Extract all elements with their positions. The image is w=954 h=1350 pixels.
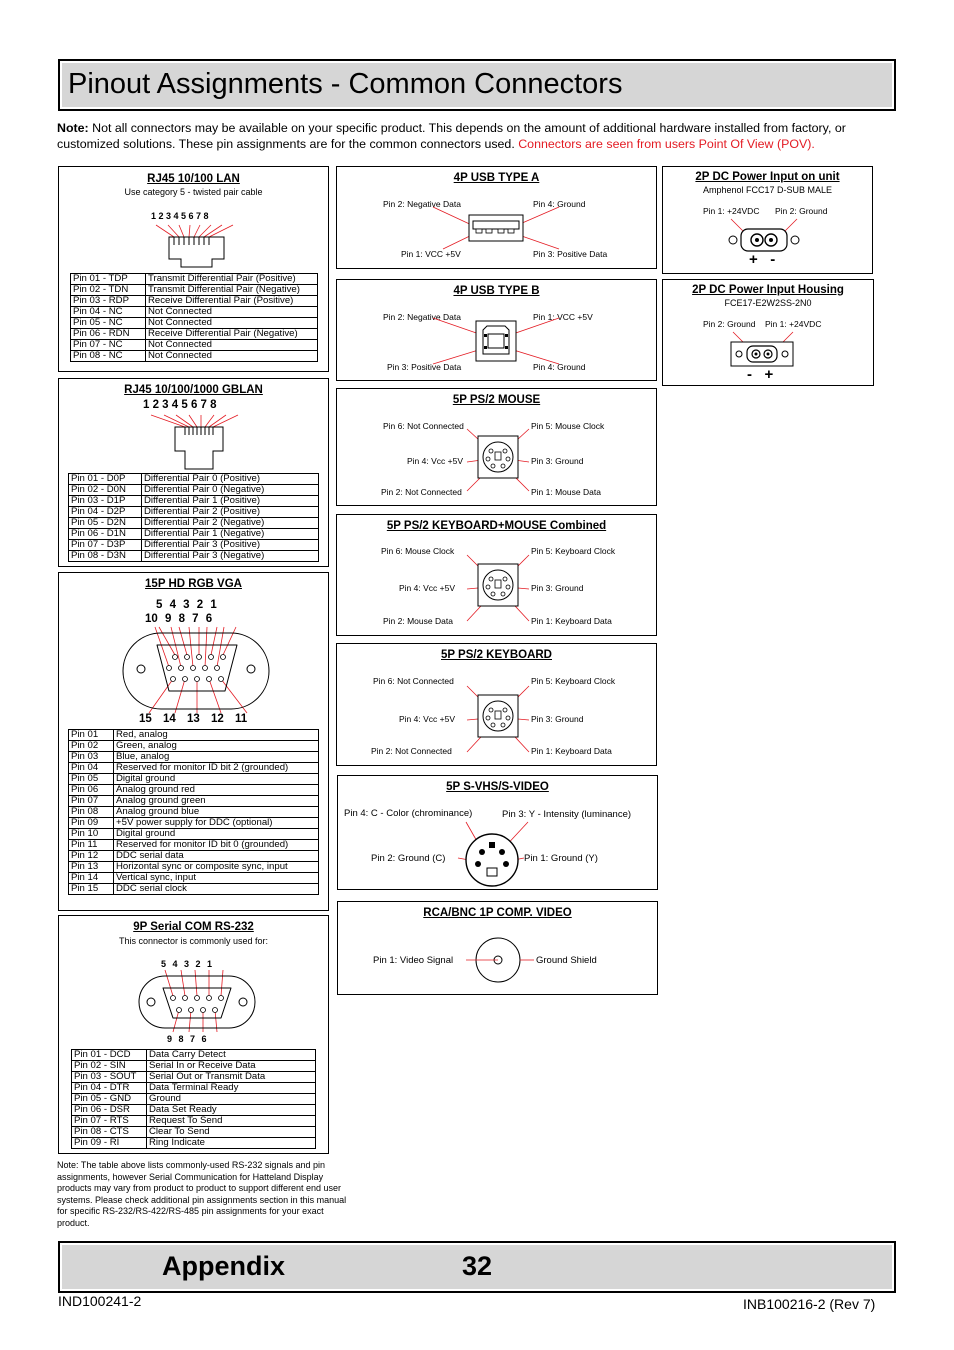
dc-unit-pin1: Pin 1: +24VDC	[703, 206, 760, 216]
pin-description-cell: Serial Out or Transmit Data	[147, 1072, 316, 1083]
pin-description-cell: Differential Pair 1 (Negative)	[142, 529, 319, 540]
serial-bottom-numbers: 9 8 7 6	[167, 1034, 207, 1044]
pin-id-cell: Pin 05 - GND	[72, 1094, 147, 1105]
ps2-combined-title: 5P PS/2 KEYBOARD+MOUSE Combined	[386, 520, 607, 532]
pin-id-cell: Pin 04 - D2P	[69, 507, 142, 518]
pin-id-cell: Pin 09 - RI	[72, 1138, 147, 1149]
pin-description-cell: Clear To Send	[147, 1127, 316, 1138]
footer-page-number: 32	[462, 1251, 493, 1281]
serial-top-numbers: 5 4 3 2 1	[161, 959, 213, 969]
pin-id-cell: Pin 01 - D0P	[69, 474, 142, 485]
ps2-keyboard-pin1: Pin 1: Keyboard Data	[531, 746, 612, 756]
table-row	[71, 307, 318, 318]
pin-id-cell: Pin 12	[69, 851, 114, 862]
usb-a-pin4: Pin 4: Ground	[533, 199, 586, 209]
pin-description-cell: Ring Indicate	[147, 1138, 316, 1149]
pin-id-cell: Pin 04	[69, 763, 114, 774]
ps2-keyboard-icon	[477, 694, 519, 738]
pin-description-cell: Differential Pair 0 (Negative)	[142, 485, 319, 496]
table-row	[69, 873, 319, 884]
rj45-gblan-panel	[58, 378, 329, 567]
rj45-gblan-icon	[149, 413, 249, 471]
table-row	[71, 351, 318, 362]
pin-id-cell: Pin 02	[69, 741, 114, 752]
table-row	[69, 474, 319, 485]
pin-id-cell: Pin 03 - D1P	[69, 496, 142, 507]
table-row	[69, 496, 319, 507]
table-row	[69, 785, 319, 796]
ps2-mouse-pin2: Pin 2: Not Connected	[381, 487, 462, 497]
pin-id-cell: Pin 03	[69, 752, 114, 763]
ps2-keyboard-pin2: Pin 2: Not Connected	[371, 746, 452, 756]
pin-description-cell: Blue, analog	[114, 752, 319, 763]
dc-housing-panel	[662, 279, 874, 386]
table-row	[72, 1127, 316, 1138]
pin-id-cell: Pin 04 - DTR	[72, 1083, 147, 1094]
svideo-pin4: Pin 4: C - Color (chrominance)	[344, 808, 473, 819]
serial-panel	[58, 915, 329, 1154]
pin-description-cell: DDC serial data	[114, 851, 319, 862]
table-row	[72, 1116, 316, 1127]
table-row	[69, 730, 319, 741]
pin-description-cell: Request To Send	[147, 1116, 316, 1127]
note-label: Note:	[57, 121, 89, 135]
ps2-combined-pin4: Pin 4: Vcc +5V	[399, 583, 455, 593]
page-title: Pinout Assignments - Common Connectors	[68, 68, 623, 100]
usb-b-pin3: Pin 3: Positive Data	[387, 362, 462, 372]
usb-b-icon	[473, 318, 519, 364]
pin-description-cell: Transmit Differential Pair (Negative)	[146, 285, 318, 296]
svideo-pin2: Pin 2: Ground (C)	[371, 853, 446, 864]
usb-a-panel	[336, 166, 657, 269]
table-row	[69, 741, 319, 752]
rj45-lan-subtitle: Use category 5 - twisted pair cable	[124, 187, 263, 197]
pin-id-cell: Pin 03 - SOUT	[72, 1072, 147, 1083]
rj45-lan-panel	[58, 166, 329, 372]
table-row	[71, 285, 318, 296]
table-row	[71, 340, 318, 351]
ps2-keyboard-title: 5P PS/2 KEYBOARD	[441, 649, 552, 661]
dc-housing-pin1: Pin 1: +24VDC	[765, 319, 822, 329]
pin-description-cell: Differential Pair 0 (Positive)	[142, 474, 319, 485]
table-row	[69, 507, 319, 518]
pin-id-cell: Pin 07 - RTS	[72, 1116, 147, 1127]
rca-panel	[337, 901, 658, 995]
table-row	[69, 884, 319, 895]
footer-section: Appendix	[162, 1251, 286, 1281]
pin-description-cell: Transmit Differential Pair (Positive)	[146, 274, 318, 285]
note-paragraph	[57, 120, 897, 152]
pin-id-cell: Pin 07 - NC	[71, 340, 146, 351]
table-row	[69, 529, 319, 540]
pin-description-cell: Data Carry Detect	[147, 1050, 316, 1061]
note-highlight: Connectors are seen from users Point Of View (POV).	[518, 137, 815, 151]
vga-connector-icon	[121, 625, 271, 715]
pin-description-cell: Differential Pair 3 (Negative)	[142, 551, 319, 562]
table-row	[72, 1072, 316, 1083]
dc-unit-icon	[727, 221, 801, 255]
pin-description-cell: Not Connected	[146, 318, 318, 329]
pin-description-cell: Analog ground red	[114, 785, 319, 796]
ps2-combined-icon	[477, 563, 519, 607]
pin-description-cell: Not Connected	[146, 351, 318, 362]
ps2-combined-pin5: Pin 5: Keyboard Clock	[531, 546, 616, 556]
pin-id-cell: Pin 01	[69, 730, 114, 741]
pin-description-cell: +5V power supply for DDC (optional)	[114, 818, 319, 829]
rca-icon	[468, 934, 528, 984]
pin-description-cell: Reserved for monitor ID bit 2 (grounded)	[114, 763, 319, 774]
pin-description-cell: Red, analog	[114, 730, 319, 741]
ps2-mouse-pin6: Pin 6: Not Connected	[383, 421, 464, 431]
table-row	[72, 1061, 316, 1072]
pin-id-cell: Pin 08	[69, 807, 114, 818]
pin-description-cell: Receive Differential Pair (Positive)	[146, 296, 318, 307]
svideo-pin3: Pin 3: Y - Intensity (luminance)	[502, 809, 632, 820]
ps2-mouse-pin3: Pin 3: Ground	[531, 456, 584, 466]
rj45-lan-title: RJ45 10/100 LAN	[147, 173, 240, 185]
pin-id-cell: Pin 05	[69, 774, 114, 785]
vga-panel	[58, 572, 329, 911]
pin-id-cell: Pin 02 - SIN	[72, 1061, 147, 1072]
rj45-gblan-pin-numbers: 1 2 3 4 5 6 7 8	[143, 399, 217, 411]
table-row	[69, 763, 319, 774]
pin-id-cell: Pin 06	[69, 785, 114, 796]
ps2-keyboard-pin5: Pin 5: Keyboard Clock	[531, 676, 616, 686]
table-row	[71, 318, 318, 329]
table-row	[69, 829, 319, 840]
pin-description-cell: Horizontal sync or composite sync, input	[114, 862, 319, 873]
pin-id-cell: Pin 07 - D3P	[69, 540, 142, 551]
ps2-combined-pin1: Pin 1: Keyboard Data	[531, 616, 612, 626]
pin-id-cell: Pin 07	[69, 796, 114, 807]
pin-description-cell: Vertical sync, input	[114, 873, 319, 884]
dc-unit-title: 2P DC Power Input on unit	[695, 171, 840, 183]
table-row	[69, 752, 319, 763]
rca-shield: Ground Shield	[536, 955, 597, 966]
rca-pin1: Pin 1: Video Signal	[373, 955, 454, 966]
serial-footnote: Note: The table above lists commonly-used RS-232 signals and pin assignments, however Serial Communication for Hatteland Display products may vary from product to product to support different end user systems. Please check additional pin assignments section in this manual for specific RS-232/RS-422/RS-485 pin assignments for your exact product.	[57, 1160, 347, 1228]
pin-id-cell: Pin 06 - RDN	[71, 329, 146, 340]
table-row	[72, 1105, 316, 1116]
pin-description-cell: Not Connected	[146, 307, 318, 318]
rj45-gblan-pin-table	[68, 473, 319, 562]
pin-id-cell: Pin 08 - NC	[71, 351, 146, 362]
table-row	[69, 818, 319, 829]
pin-id-cell: Pin 13	[69, 862, 114, 873]
pin-id-cell: Pin 03 - RDP	[71, 296, 146, 307]
usb-a-icon	[463, 207, 529, 247]
serial-connector-icon	[137, 970, 257, 1034]
usb-b-title: 4P USB TYPE B	[453, 285, 540, 297]
pin-id-cell: Pin 05 - D2N	[69, 518, 142, 529]
pin-id-cell: Pin 11	[69, 840, 114, 851]
note-text: Not all connectors may be available on your specific product. This depends on the amount of additional hardware installed from factory, or customized solutions. These pin assignments are for the common connectors used.	[57, 121, 846, 151]
table-row	[71, 329, 318, 340]
ps2-mouse-pin5: Pin 5: Mouse Clock	[531, 421, 605, 431]
pin-id-cell: Pin 01 - DCD	[72, 1050, 147, 1061]
pin-id-cell: Pin 02 - TDN	[71, 285, 146, 296]
ps2-mouse-pin4: Pin 4: Vcc +5V	[407, 456, 463, 466]
table-row	[69, 551, 319, 562]
rca-title: RCA/BNC 1P COMP. VIDEO	[423, 907, 572, 919]
ps2-mouse-pin1: Pin 1: Mouse Data	[531, 487, 601, 497]
usb-a-pin3: Pin 3: Positive Data	[533, 249, 608, 259]
vga-bottom-numbers: 15 14 13 12 11	[139, 713, 248, 725]
doc-number-left: IND100241-2	[58, 1293, 142, 1309]
ps2-combined-panel	[336, 514, 657, 636]
ps2-keyboard-pin3: Pin 3: Ground	[531, 714, 584, 724]
pin-description-cell: Digital ground	[114, 829, 319, 840]
pin-id-cell: Pin 10	[69, 829, 114, 840]
table-row	[69, 862, 319, 873]
pin-id-cell: Pin 01 - TDP	[71, 274, 146, 285]
usb-b-pin2: Pin 2: Negative Data	[383, 312, 461, 322]
table-row	[72, 1138, 316, 1149]
rj45-lan-pin-table	[70, 273, 318, 362]
ps2-mouse-panel	[336, 388, 657, 506]
table-row	[69, 796, 319, 807]
pin-description-cell: Receive Differential Pair (Negative)	[146, 329, 318, 340]
dc-housing-pin2: Pin 2: Ground	[703, 319, 756, 329]
table-row	[71, 296, 318, 307]
pin-description-cell: Ground	[147, 1094, 316, 1105]
pin-description-cell: Digital ground	[114, 774, 319, 785]
usb-a-title: 4P USB TYPE A	[453, 172, 540, 184]
pin-id-cell: Pin 06 - D1N	[69, 529, 142, 540]
svideo-panel	[337, 775, 658, 890]
pin-description-cell: Serial In or Receive Data	[147, 1061, 316, 1072]
pin-description-cell: Green, analog	[114, 741, 319, 752]
dc-housing-polarity: - +	[747, 366, 774, 383]
dc-housing-title: 2P DC Power Input Housing	[692, 284, 844, 296]
serial-pin-table	[71, 1049, 316, 1149]
rj45-gblan-title: RJ45 10/100/1000 GBLAN	[124, 384, 263, 396]
table-row	[69, 807, 319, 818]
vga-pin-table	[68, 729, 319, 895]
table-row	[72, 1094, 316, 1105]
rj45-lan-icon	[154, 223, 244, 273]
pin-id-cell: Pin 06 - DSR	[72, 1105, 147, 1116]
dc-unit-panel	[662, 166, 873, 274]
dc-unit-polarity: + -	[749, 251, 776, 268]
pin-description-cell: Analog ground green	[114, 796, 319, 807]
table-row	[69, 851, 319, 862]
usb-b-panel	[336, 279, 657, 381]
ps2-keyboard-pin6: Pin 6: Not Connected	[373, 676, 454, 686]
pin-id-cell: Pin 09	[69, 818, 114, 829]
table-row	[71, 274, 318, 285]
ps2-keyboard-pin4: Pin 4: Vcc +5V	[399, 714, 455, 724]
pin-id-cell: Pin 14	[69, 873, 114, 884]
svideo-title: 5P S-VHS/S-VIDEO	[446, 781, 549, 793]
pin-description-cell: Differential Pair 2 (Negative)	[142, 518, 319, 529]
table-row	[69, 774, 319, 785]
table-row	[69, 518, 319, 529]
pin-description-cell: Differential Pair 2 (Positive)	[142, 507, 319, 518]
serial-subtitle: This connector is commonly used for:	[118, 936, 269, 946]
footer-bar	[58, 1241, 896, 1293]
pin-id-cell: Pin 02 - D0N	[69, 485, 142, 496]
ps2-combined-pin6: Pin 6: Mouse Clock	[381, 546, 455, 556]
pin-description-cell: Reserved for monitor ID bit 0 (grounded)	[114, 840, 319, 851]
ps2-combined-pin3: Pin 3: Ground	[531, 583, 584, 593]
pin-description-cell: Data Set Ready	[147, 1105, 316, 1116]
ps2-mouse-icon	[477, 435, 519, 479]
pin-id-cell: Pin 08 - CTS	[72, 1127, 147, 1138]
pin-description-cell: Analog ground blue	[114, 807, 319, 818]
dc-unit-subtitle: Amphenol FCC17 D-SUB MALE	[702, 185, 833, 195]
title-bar	[58, 59, 896, 111]
rj45-lan-pin-numbers: 1 2 3 4 5 6 7 8	[151, 211, 209, 221]
serial-title: 9P Serial COM RS-232	[133, 921, 254, 933]
ps2-mouse-title: 5P PS/2 MOUSE	[452, 394, 541, 406]
usb-a-pin1: Pin 1: VCC +5V	[401, 249, 461, 259]
table-row	[69, 485, 319, 496]
pin-id-cell: Pin 04 - NC	[71, 307, 146, 318]
pin-id-cell: Pin 05 - NC	[71, 318, 146, 329]
vga-title: 15P HD RGB VGA	[145, 578, 242, 590]
table-row	[69, 840, 319, 851]
vga-mid-numbers: 10 9 8 7 6	[145, 613, 213, 625]
pin-description-cell: Data Terminal Ready	[147, 1083, 316, 1094]
usb-a-pin2: Pin 2: Negative Data	[383, 199, 461, 209]
svideo-pin1: Pin 1: Ground (Y)	[524, 853, 598, 864]
table-row	[72, 1050, 316, 1061]
dc-housing-subtitle: FCE17-E2W2SS-2N0	[724, 298, 812, 308]
vga-top-numbers: 5 4 3 2 1	[156, 599, 217, 611]
dc-housing-icon	[731, 334, 797, 368]
svideo-icon	[462, 832, 522, 888]
pin-description-cell: Not Connected	[146, 340, 318, 351]
table-row	[72, 1083, 316, 1094]
pin-description-cell: Differential Pair 1 (Positive)	[142, 496, 319, 507]
usb-b-pin4: Pin 4: Ground	[533, 362, 586, 372]
usb-b-pin1: Pin 1: VCC +5V	[533, 312, 593, 322]
pin-description-cell: Differential Pair 3 (Positive)	[142, 540, 319, 551]
dc-unit-pin2: Pin 2: Ground	[775, 206, 828, 216]
doc-number-right: INB100216-2 (Rev 7)	[743, 1296, 876, 1312]
pin-description-cell: DDC serial clock	[114, 884, 319, 895]
ps2-keyboard-panel	[336, 643, 657, 766]
table-row	[69, 540, 319, 551]
pin-id-cell: Pin 15	[69, 884, 114, 895]
pin-id-cell: Pin 08 - D3N	[69, 551, 142, 562]
ps2-combined-pin2: Pin 2: Mouse Data	[383, 616, 453, 626]
